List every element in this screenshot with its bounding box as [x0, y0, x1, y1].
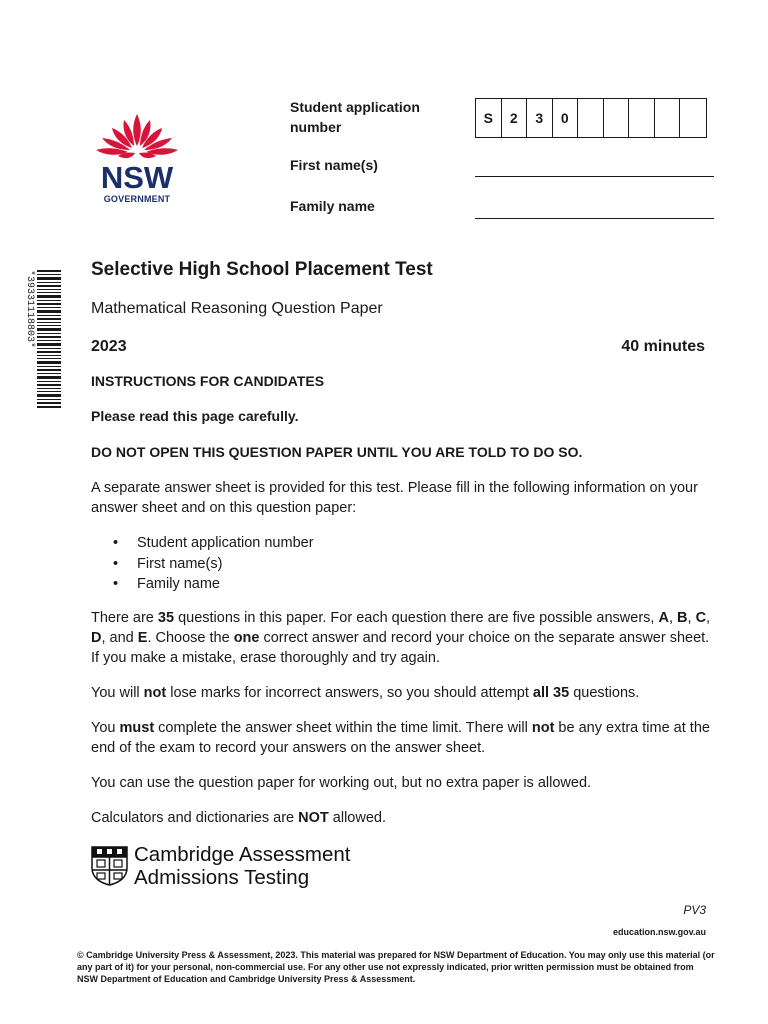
- website-link[interactable]: education.nsw.gov.au: [612, 927, 706, 937]
- text-run: Calculators and dictionaries are: [91, 810, 299, 826]
- digit-box[interactable]: 2: [502, 99, 528, 137]
- questions-paragraph: [91, 608, 711, 668]
- barcode: [22, 270, 62, 408]
- list-item: • First name(s): [113, 554, 314, 575]
- list-item: • Family name: [113, 574, 314, 595]
- read-carefully-notice: Please read this page carefully.: [91, 408, 299, 424]
- digit-box[interactable]: [655, 99, 681, 137]
- option-b: B: [677, 610, 688, 626]
- copyright-notice: © Cambridge University Press & Assessment, 2023. This material was prepared for NSW Department of Education. You may only use this material (or any part of it) for your personal, non-commercial use. For any other use not expressly indicated, prior written permission must be obtained from NSW Department of Education and Cambridge University Press & Assessment.: [77, 950, 715, 984]
- digit-box[interactable]: 0: [553, 99, 579, 137]
- barcode-number: *39331118803*: [24, 270, 35, 349]
- cambridge-shield-icon: [91, 846, 128, 886]
- text-run: questions.: [569, 685, 640, 701]
- digit-box[interactable]: S: [476, 99, 502, 137]
- paper-subtitle: Mathematical Reasoning Question Paper: [91, 300, 383, 317]
- working-out-paragraph: You can use the question paper for working out, but no extra paper is allowed.: [91, 775, 592, 791]
- option-d: D: [91, 630, 102, 646]
- barcode-bars-icon: [37, 270, 61, 408]
- text-run: . Choose the: [147, 630, 234, 646]
- text-run: lose marks for incorrect answers, so you should attempt: [166, 685, 533, 701]
- exam-duration: 40 minutes: [621, 338, 705, 355]
- digit-box[interactable]: [578, 99, 604, 137]
- text-run: There are: [91, 610, 158, 626]
- option-a: A: [658, 610, 669, 626]
- do-not-open-notice: DO NOT OPEN THIS QUESTION PAPER UNTIL YOU ARE TOLD TO DO SO.: [91, 444, 583, 460]
- cambridge-logo-line2: Admissions Testing: [134, 866, 310, 889]
- digit-box[interactable]: [629, 99, 655, 137]
- first-name-field[interactable]: [475, 176, 714, 177]
- calculators-paragraph: [91, 808, 711, 828]
- text-run: complete the answer sheet within the time limit. There will: [154, 720, 532, 736]
- nsw-government-label: GOVERNMENT: [103, 194, 171, 204]
- text-run: ,: [706, 610, 711, 626]
- text-run: be any extra time at the end of the exam to record your answers on the answer sheet.: [91, 720, 710, 756]
- emphasis-must: must: [119, 720, 155, 736]
- instructions-heading: INSTRUCTIONS FOR CANDIDATES: [91, 373, 325, 389]
- application-number-boxes[interactable]: [475, 98, 707, 138]
- option-e: E: [137, 630, 148, 646]
- text-run: You: [91, 720, 120, 736]
- waratah-icon: [88, 112, 186, 164]
- first-name-label: First name(s): [290, 157, 378, 173]
- family-name-field[interactable]: [475, 218, 714, 219]
- time-limit-paragraph: [91, 718, 711, 758]
- emphasis-all-35: all 35: [532, 685, 570, 701]
- digit-box[interactable]: [680, 99, 706, 137]
- cambridge-logo-line1: Cambridge Assessment: [134, 843, 351, 866]
- nsw-wordmark: NSW: [100, 160, 174, 195]
- exam-year: 2023: [91, 338, 127, 355]
- text-run: questions in this paper. For each question there are five possible answers,: [174, 610, 659, 626]
- option-c: C: [695, 610, 707, 626]
- answer-sheet-paragraph: A separate answer sheet is provided for this test. Please fill in the following information on your answer sheet and on this question paper:: [91, 480, 698, 516]
- emphasis-not: NOT: [298, 810, 329, 826]
- text-run: ,: [668, 610, 678, 626]
- text-run: allowed.: [328, 810, 386, 826]
- digit-box[interactable]: 3: [527, 99, 553, 137]
- student-application-number-label: Student application number: [290, 99, 420, 135]
- text-run: , and: [101, 630, 138, 646]
- question-count: 35: [157, 610, 175, 626]
- text-run: ,: [687, 610, 696, 626]
- emphasis-one: one: [233, 630, 260, 646]
- emphasis-not: not: [531, 720, 555, 736]
- family-name-label: Family name: [290, 198, 375, 214]
- list-item: • Student application number: [113, 533, 314, 554]
- text-run: You will: [91, 685, 144, 701]
- digit-box[interactable]: [604, 99, 630, 137]
- paper-version: PV3: [683, 903, 706, 917]
- marks-paragraph: [91, 683, 711, 703]
- emphasis-not: not: [143, 685, 167, 701]
- nsw-government-logo: [88, 112, 186, 208]
- page-title: Selective High School Placement Test: [91, 259, 433, 280]
- required-info-list: [113, 533, 314, 595]
- text-run: correct answer and record your choice on the separate answer sheet. If you make a mistake, erase thoroughly and try again.: [91, 630, 710, 666]
